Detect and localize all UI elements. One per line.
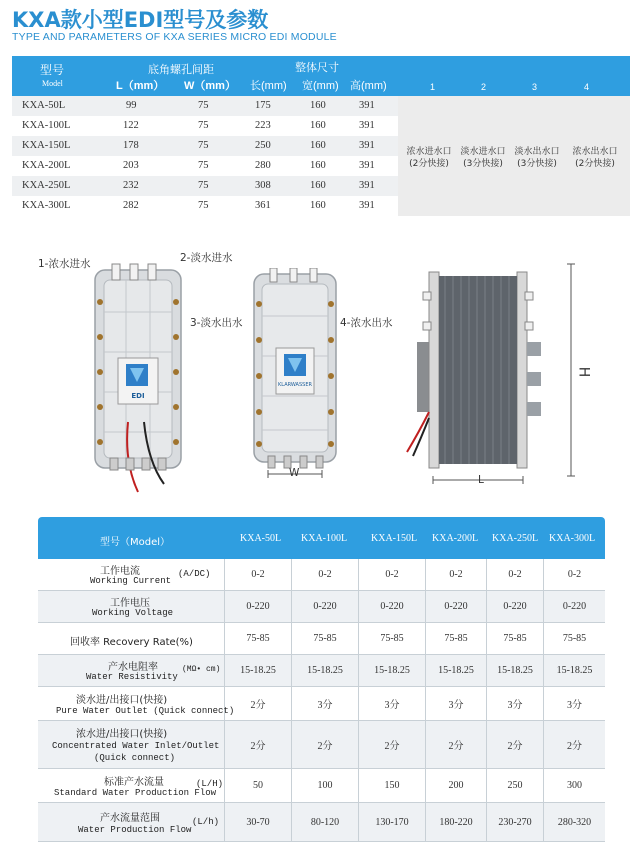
spec-table xyxy=(38,517,605,842)
spec-cell: 280-320 xyxy=(557,816,592,828)
spec-cell: 2分 xyxy=(292,721,359,768)
spec-row-recovery-rate xyxy=(38,623,605,655)
cell-L: 232 xyxy=(123,180,139,191)
spec-header-model: KXA-50L xyxy=(240,533,282,544)
svg-text:KLARWASSER: KLARWASSER xyxy=(278,382,312,388)
cell-L: 203 xyxy=(123,160,139,171)
edi-module-side-image xyxy=(405,262,625,492)
dimension-table-header xyxy=(12,56,630,96)
spec-cell: 15-18.25 xyxy=(292,655,359,686)
spec-row-concentrate-inlet-outlet xyxy=(38,721,605,769)
header-port-3: 3 xyxy=(532,82,538,92)
spec-cell: 75-85 xyxy=(225,623,292,654)
spec-row-label: 工作电压 Working Voltage xyxy=(38,591,225,622)
spec-cell: 15-18.25 xyxy=(556,665,593,676)
spec-cell: 0-220 xyxy=(359,591,426,622)
cell-len: 223 xyxy=(255,120,271,131)
port-description-block xyxy=(398,96,630,216)
spec-cell: 0-2 xyxy=(292,559,359,590)
port-3-desc: 淡水出水口 (3分快接) xyxy=(514,147,560,169)
cell-model: KXA-300L xyxy=(22,200,71,211)
spec-row-pure-water-outlet xyxy=(38,687,605,721)
spec-row-label: 浓水进/出接口(快接) Concentrated Water Inlet/Outlet (Quick connect) xyxy=(38,721,225,768)
cell-L: 99 xyxy=(126,100,137,111)
header-L: L（mm） xyxy=(116,80,165,92)
svg-text:EDI: EDI xyxy=(131,392,145,400)
spec-row-working-voltage xyxy=(38,591,605,623)
header-width: 宽(mm) xyxy=(302,80,339,92)
spec-cell: 0-2 xyxy=(567,569,582,580)
port-2-desc: 淡水进水口 (3分快接) xyxy=(460,147,506,169)
cell-wid: 160 xyxy=(310,140,326,151)
spec-cell: 3分 xyxy=(426,687,487,720)
spec-cell: 0-220 xyxy=(426,591,487,622)
header-length: 长(mm) xyxy=(250,80,287,92)
cell-len: 280 xyxy=(255,160,271,171)
spec-cell: 3分 xyxy=(359,687,426,720)
label-outlet-concentrate: 4-浓水出水 xyxy=(340,317,393,329)
dimension-w-label: W xyxy=(289,467,300,479)
spec-header-model: KXA-250L xyxy=(492,533,539,544)
table-row xyxy=(12,156,398,176)
spec-cell: 0-220 xyxy=(487,591,544,622)
spec-cell: 0-2 xyxy=(487,559,544,590)
cell-W: 75 xyxy=(198,100,209,111)
header-port-2: 2 xyxy=(481,82,487,92)
spec-cell: 2分 xyxy=(225,721,292,768)
edi-module-back-image xyxy=(250,268,340,484)
spec-cell: 2分 xyxy=(359,721,426,768)
spec-header-model: KXA-100L xyxy=(301,533,348,544)
table-row xyxy=(12,196,398,216)
spec-header-model: KXA-300L xyxy=(549,533,596,544)
table-row xyxy=(12,116,398,136)
spec-cell: 100 xyxy=(292,769,359,802)
cell-model: KXA-250L xyxy=(22,180,71,191)
cell-W: 75 xyxy=(198,120,209,131)
spec-cell: 3分 xyxy=(567,700,582,711)
cell-model: KXA-150L xyxy=(22,140,71,151)
spec-cell: 15-18.25 xyxy=(426,655,487,686)
table-row xyxy=(12,176,398,196)
spec-cell: 0-2 xyxy=(225,559,292,590)
spec-row-label: 回收率 Recovery Rate(%) xyxy=(38,623,225,654)
cell-hei: 391 xyxy=(359,200,375,211)
spec-cell: 0-220 xyxy=(225,591,292,622)
cell-hei: 391 xyxy=(359,100,375,111)
spec-cell: 3分 xyxy=(292,687,359,720)
cell-wid: 160 xyxy=(310,160,326,171)
spec-cell: 3分 xyxy=(487,687,544,720)
port-4-desc: 浓水出水口 (2分快接) xyxy=(572,147,618,169)
cell-hei: 391 xyxy=(359,120,375,131)
cell-model: KXA-100L xyxy=(22,120,71,131)
spec-cell: 180-220 xyxy=(426,803,487,841)
spec-header-model: KXA-150L xyxy=(371,533,418,544)
header-spacing: 底角螺孔间距 xyxy=(148,64,214,76)
spec-row-label: 标准产水流量 Standard Water Production Flow (L/H) xyxy=(38,769,225,802)
cell-L: 178 xyxy=(123,140,139,151)
cell-hei: 391 xyxy=(359,140,375,151)
spec-table-header xyxy=(38,517,605,559)
spec-row-standard-flow xyxy=(38,769,605,803)
dimension-h-label: H xyxy=(575,366,592,378)
cell-W: 75 xyxy=(198,180,209,191)
spec-cell: 15-18.25 xyxy=(359,655,426,686)
table-row xyxy=(12,136,398,156)
cell-model: KXA-50L xyxy=(22,100,66,111)
cell-W: 75 xyxy=(198,160,209,171)
spec-row-label: 产水电阻率 Water Resistivity (MΩ• cm) xyxy=(38,655,225,686)
spec-cell: 75-85 xyxy=(487,623,544,654)
spec-row-label: 工作电流 Working Current (A/DC) xyxy=(38,559,225,590)
spec-cell: 2分 xyxy=(225,687,292,720)
spec-cell: 75-85 xyxy=(562,633,587,644)
spec-row-working-current xyxy=(38,559,605,591)
edi-module-front-image xyxy=(90,262,190,502)
spec-cell: 200 xyxy=(426,769,487,802)
cell-wid: 160 xyxy=(310,120,326,131)
table-row xyxy=(12,96,398,116)
cell-model: KXA-200L xyxy=(22,160,71,171)
dimension-table-body xyxy=(12,96,630,216)
spec-cell: 0-220 xyxy=(292,591,359,622)
header-overall: 整体尺寸 xyxy=(295,62,339,74)
spec-cell: 30-70 xyxy=(225,803,292,841)
header-height: 高(mm) xyxy=(350,80,387,92)
page-subtitle: TYPE AND PARAMETERS OF KXA SERIES MICRO EDI MODULE xyxy=(12,31,337,43)
cell-wid: 160 xyxy=(310,180,326,191)
dimension-table xyxy=(12,56,630,216)
cell-wid: 160 xyxy=(310,100,326,111)
cell-len: 175 xyxy=(255,100,271,111)
spec-cell: 0-2 xyxy=(426,559,487,590)
spec-cell: 50 xyxy=(225,769,292,802)
page-title: KXA款小型EDI型号及参数 xyxy=(12,8,269,32)
spec-cell: 2分 xyxy=(487,721,544,768)
cell-hei: 391 xyxy=(359,160,375,171)
label-inlet-pure: 2-淡水进水 xyxy=(180,252,233,264)
cell-W: 75 xyxy=(198,140,209,151)
cell-L: 282 xyxy=(123,200,139,211)
spec-cell: 75-85 xyxy=(292,623,359,654)
spec-cell: 230-270 xyxy=(487,803,544,841)
cell-W: 75 xyxy=(198,200,209,211)
header-port-4: 4 xyxy=(584,82,590,92)
header-port-1: 1 xyxy=(430,82,436,92)
spec-row-label: 淡水进/出接口(快接) Pure Water Outlet (Quick connect) xyxy=(38,687,225,720)
cell-len: 250 xyxy=(255,140,271,151)
header-W: W（mm） xyxy=(184,80,236,92)
label-outlet-pure: 3-淡水出水 xyxy=(190,317,243,329)
spec-cell: 15-18.25 xyxy=(487,655,544,686)
port-1-desc: 浓水进水口 (2分快接) xyxy=(406,147,452,169)
cell-L: 122 xyxy=(123,120,139,131)
dimension-l-label: L xyxy=(478,474,484,486)
spec-cell: 300 xyxy=(567,780,582,791)
spec-row-water-resistivity xyxy=(38,655,605,687)
spec-cell: 0-220 xyxy=(562,601,587,612)
spec-row-flow-range xyxy=(38,803,605,842)
spec-cell: 75-85 xyxy=(359,623,426,654)
spec-cell: 130-170 xyxy=(359,803,426,841)
spec-cell: 150 xyxy=(359,769,426,802)
spec-cell: 15-18.25 xyxy=(225,655,292,686)
cell-len: 308 xyxy=(255,180,271,191)
spec-cell: 2分 xyxy=(567,741,582,752)
label-inlet-concentrate: 1-浓水进水 xyxy=(38,258,91,270)
spec-row-label: 产水流量范围 Water Production Flow (L/h) xyxy=(38,803,225,841)
spec-cell: 0-2 xyxy=(359,559,426,590)
cell-len: 361 xyxy=(255,200,271,211)
spec-cell: 250 xyxy=(487,769,544,802)
spec-cell: 2分 xyxy=(426,721,487,768)
spec-cell: 75-85 xyxy=(426,623,487,654)
spec-header-model: KXA-200L xyxy=(432,533,479,544)
spec-header-label: 型号（Model） xyxy=(100,537,171,548)
spec-cell: 80-120 xyxy=(292,803,359,841)
cell-hei: 391 xyxy=(359,180,375,191)
header-model-cn: 型号 xyxy=(40,63,65,77)
header-model-en: Model xyxy=(42,79,63,88)
cell-wid: 160 xyxy=(310,200,326,211)
